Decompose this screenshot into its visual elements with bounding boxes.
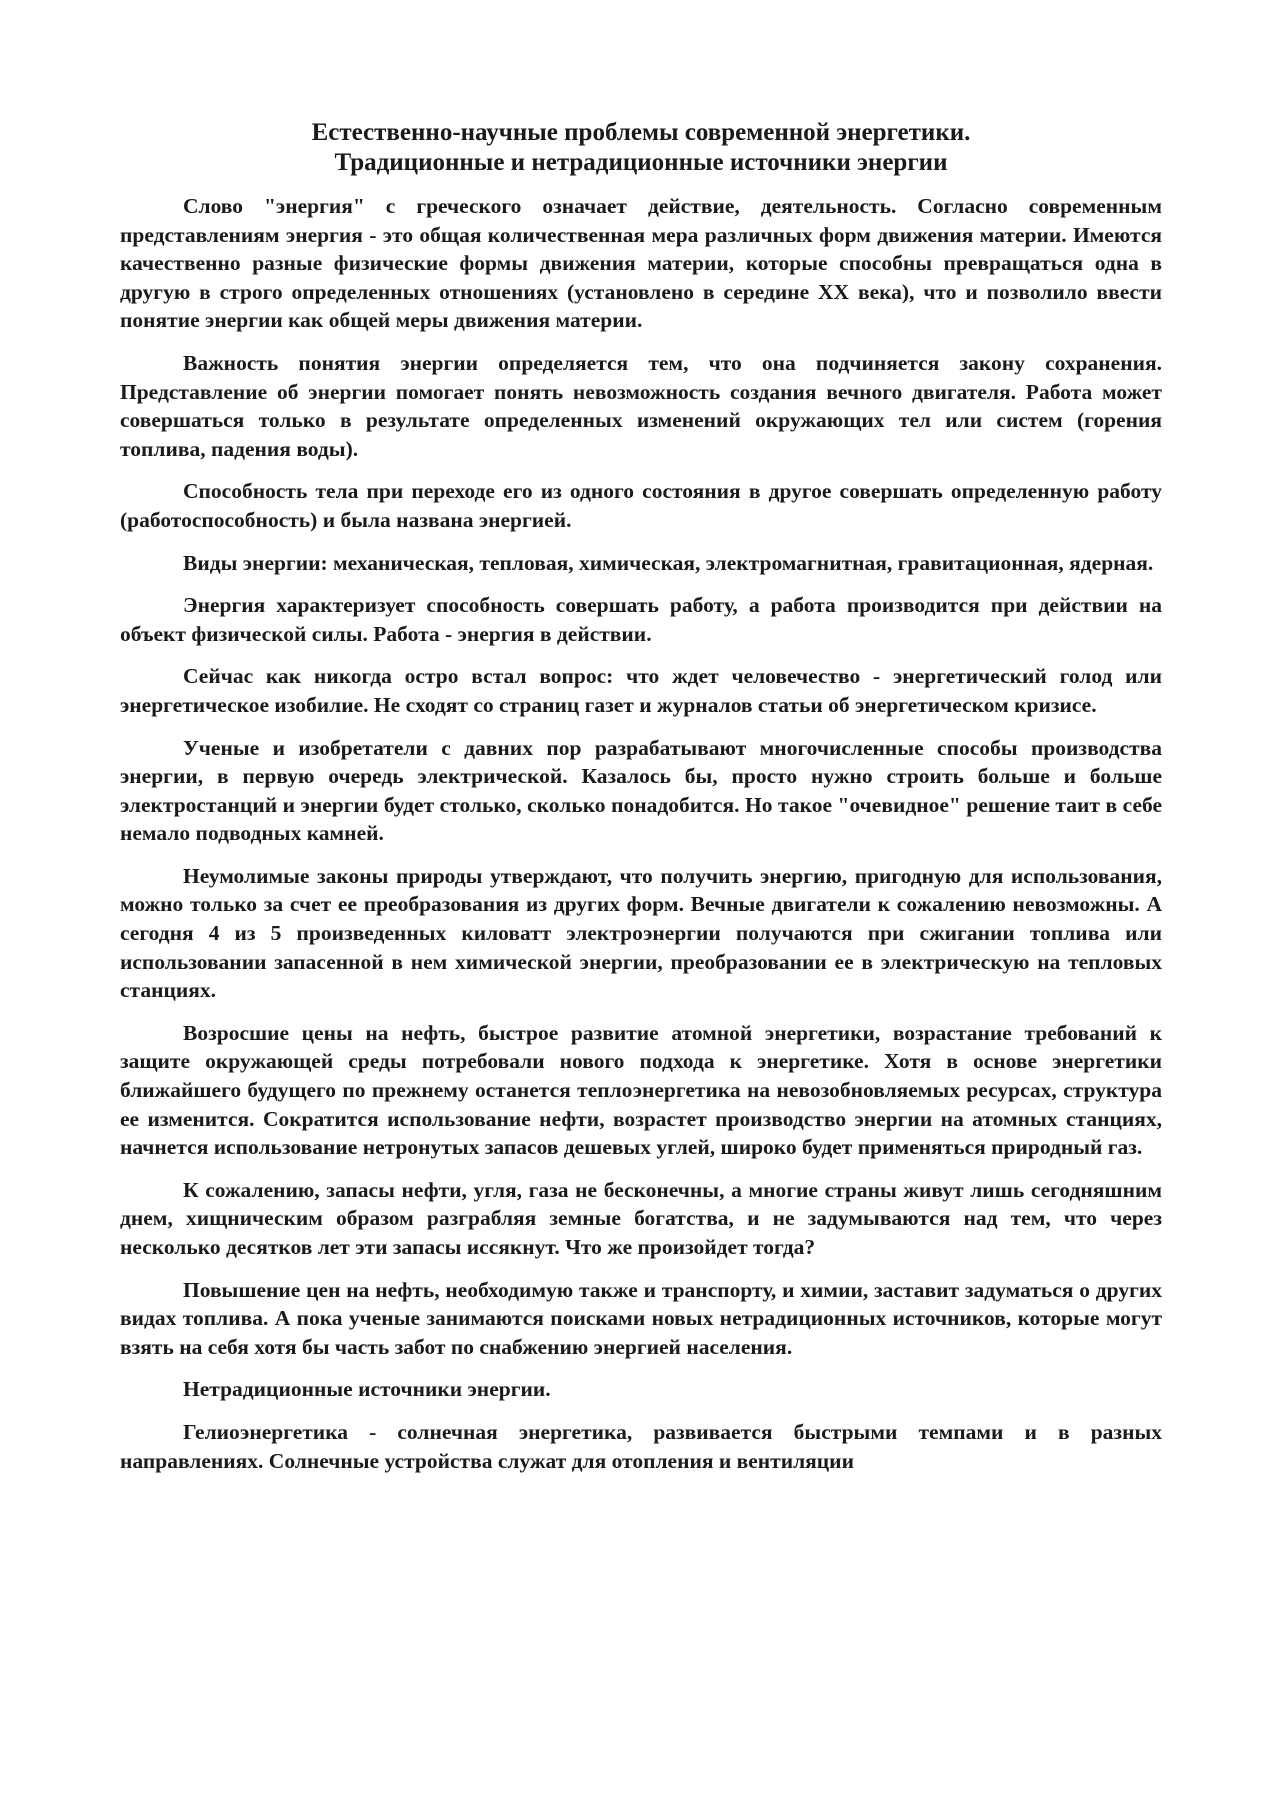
- paragraph-9: Возросшие цены на нефть, быстрое развитие атомной энергетики, возрастание требований к защите окружающей среды потребовали нового подхода к энергетике. Хотя в основе энергетики ближайшего будущего по прежнему останется теплоэнергетика на невозобновляемых ресурсах, структура ее изменится. Сократится использование нефти, возрастет производство энергии на атомных станциях, начнется использование нетронутых запасов дешевых углей, широко будет применяться природный газ.: [120, 1020, 1162, 1160]
- document-body: [120, 118, 1162, 1489]
- title-line-2: Традиционные и нетрадиционные источники энергии: [334, 149, 948, 176]
- title-line-1: Естественно-научные проблемы современной энергетики.: [311, 119, 971, 146]
- paragraph-2: Важность понятия энергии определяется тем, что она подчиняется закону сохранения. Представление об энергии помогает понять невозможность создания вечного двигателя. Работа может совершаться только в результате определенных изменений окружающих тел или систем (горения топлива, падения воды).: [120, 350, 1162, 461]
- paragraph-4: Виды энергии: механическая, тепловая, химическая, электромагнитная, гравитационная, ядерная.: [183, 550, 1154, 575]
- paragraph-5: Энергия характеризует способность совершать работу, а работа производится при действии на объект физической силы. Работа - энергия в действии.: [120, 593, 1162, 646]
- document-title: [120, 118, 1162, 178]
- paragraph-12: Гелиоэнергетика - солнечная энергетика, развивается быстрыми темпами и в разных направлениях. Солнечные устройства служат для отопления и вентиляции: [120, 1419, 1162, 1473]
- paragraph-6: Сейчас как никогда остро встал вопрос: что ждет человечество - энергетический голод или энергетическое изобилие. Не сходят со страниц газет и журналов статьи об энергетическом кризисе.: [120, 664, 1162, 717]
- paragraph-1: Слово "энергия" с греческого означает действие, деятельность. Согласно современным представлениям энергия - это общая количественная мера различных форм движения материи. Имеются качественно разные физические формы движения материи, которые способны превращаться одна в другую в строго определенных отношениях (установлено в середине XX века), что и позволило ввести понятие энергии как общей меры движения материи.: [120, 194, 1162, 333]
- paragraph-8: Неумолимые законы природы утверждают, что получить энергию, пригодную для использования, можно только за счет ее преобразования из других форм. Вечные двигатели к сожалению невозможны. А сегодня 4 из 5 произведенных киловатт электроэнергии получаются при сжигании топлива или использовании запасенной в нем химической энергии, преобразовании ее в электрическую на тепловых станциях.: [120, 863, 1162, 1003]
- paragraph-3: Способность тела при переходе его из одного состояния в другое совершать определенную работу (работоспособность) и была названа энергией.: [120, 479, 1162, 532]
- section-heading: Нетрадиционные источники энергии.: [183, 1377, 551, 1402]
- paragraph-11: Повышение цен на нефть, необходимую также и транспорту, и химии, заставит задуматься о других видах топлива. А пока ученые занимаются поисками новых нетрадиционных источников, которые могут взять на себя хотя бы часть забот по снабжению энергией населения.: [120, 1277, 1162, 1359]
- paragraph-10: К сожалению, запасы нефти, угля, газа не бесконечны, а многие страны живут лишь сегодняшним днем, хищническим образом разграбляя земные богатства, и не задумываются над тем, что через несколько десятков лет эти запасы иссякнут. Что же произойдет тогда?: [120, 1177, 1162, 1259]
- paragraph-7: Ученые и изобретатели с давних пор разрабатывают многочисленные способы производства энергии, в первую очередь электрической. Казалось бы, просто нужно строить больше и больше электростанций и энергии будет столько, сколько понадобится. Но такое "очевидное" решение таит в себе немало подводных камней.: [120, 735, 1162, 846]
